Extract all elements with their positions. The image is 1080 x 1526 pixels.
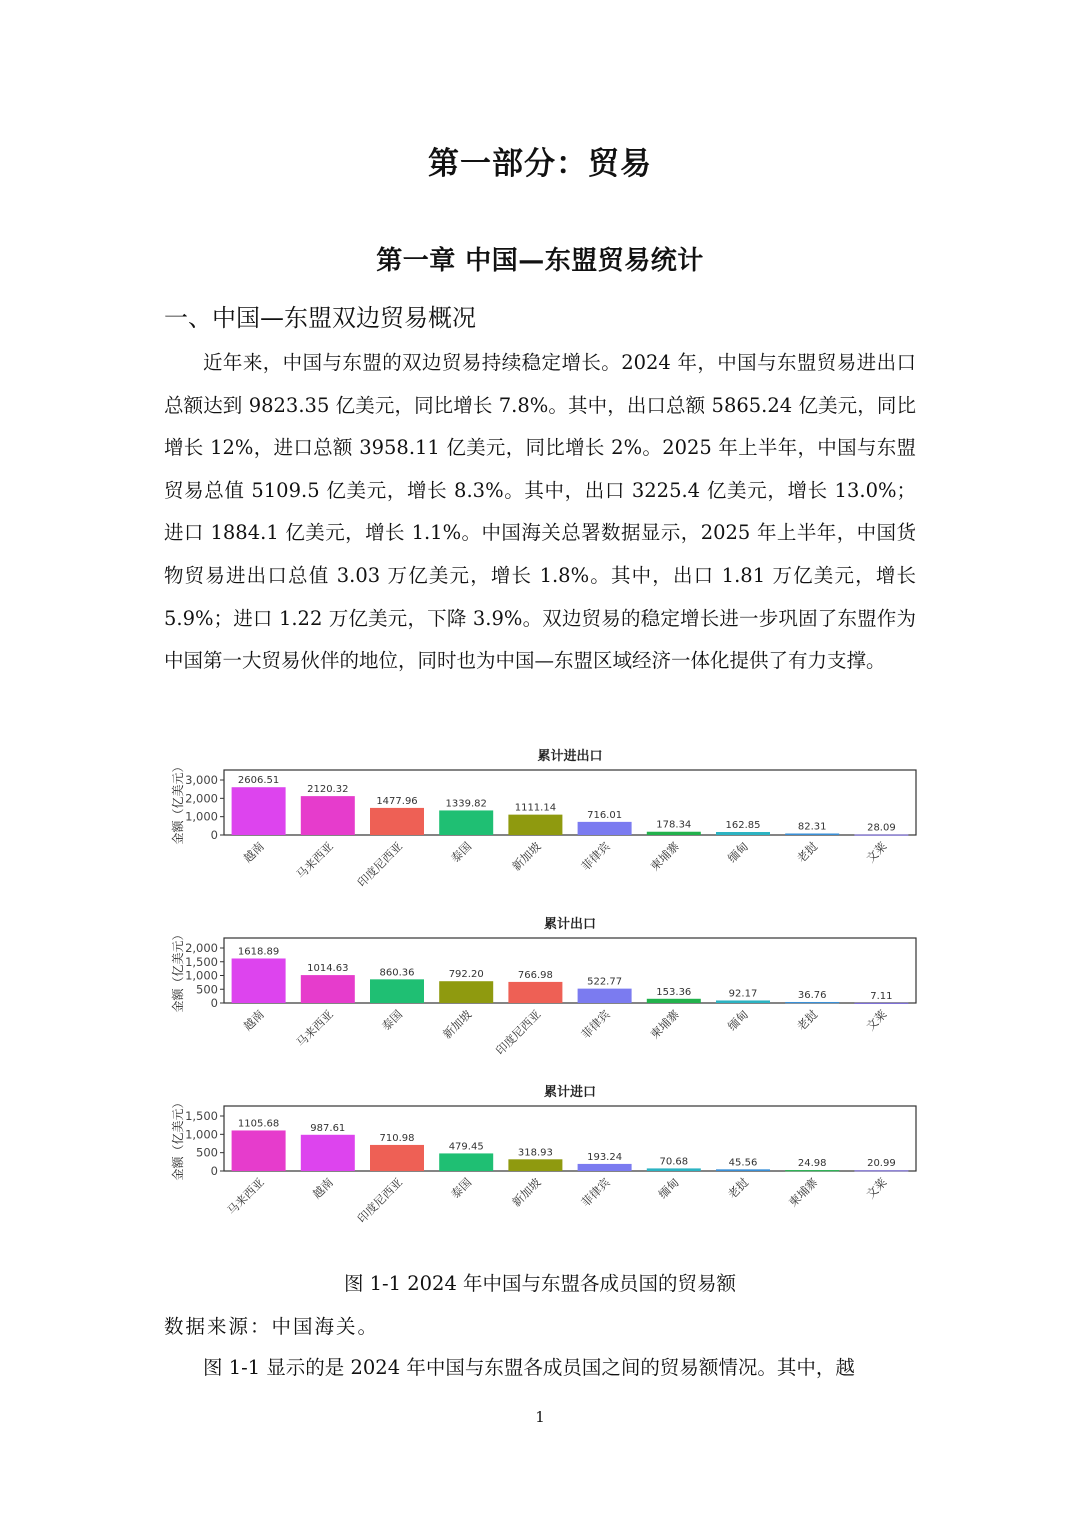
next-paragraph: 图 1-1 显示的是 2024 年中国与东盟各成员国之间的贸易额情况。其中，越 xyxy=(203,1356,855,1379)
bar-越南 xyxy=(232,958,286,1003)
x-tick-label: 文莱 xyxy=(863,839,890,866)
data-label: 2120.32 xyxy=(307,784,349,796)
bar-菲律宾 xyxy=(578,989,632,1003)
data-label: 318.93 xyxy=(517,1147,553,1159)
bar-印度尼西亚 xyxy=(370,1145,424,1171)
source-note: 数据来源：中国海关。 xyxy=(164,1315,380,1338)
x-tick-label: 越南 xyxy=(240,1007,267,1034)
bar-文莱 xyxy=(854,834,908,835)
y-tick-label: 2,000 xyxy=(185,941,218,955)
y-tick-label: 3,000 xyxy=(185,773,218,787)
y-tick-label: 1,000 xyxy=(185,1127,218,1142)
body-paragraph: 近年来，中国与东盟的双边贸易持续稳定增长。2024 年，中国与东盟贸易进出口总额达到 9823.35 亿美元，同比增长 7.8%。其中，出口总额 5865.24 亿美元，同比增长 12%，进口总额 3958.11 亿美元，同比增长 2%。2025 年上半年，中国与东盟贸易总值 5109.5 亿美元，增长 8.3%。其中，出口 3225.4 亿美元，增长 13.0%；进口 1884.1 亿美元，增长 1.1%。中国海关总署数据显示，2025 年上半年，中国货物贸易进出口总值 3.03 万亿美元，增长 1.8%。其中，出口 1.81 万亿美元，增长 5.9%；进口 1.22 万亿美元，下降 3.9%。双边贸易的稳定增长进一步巩固了东盟作为中国第一大贸易伙伴的地位，同时也为中国—东盟区域经济一体化提供了有力支撑。 xyxy=(164,351,916,673)
x-tick-label: 老挝 xyxy=(794,839,821,866)
data-label: 766.98 xyxy=(517,969,553,981)
x-tick-label: 柬埔寨 xyxy=(647,1007,682,1042)
bar-缅甸 xyxy=(647,1168,701,1171)
data-label: 1105.68 xyxy=(237,1118,280,1130)
x-tick-label: 文莱 xyxy=(863,1007,890,1034)
x-tick-label: 印度尼西亚 xyxy=(492,1007,544,1058)
data-label: 28.09 xyxy=(867,822,896,834)
data-label: 178.34 xyxy=(656,819,692,831)
bar-老挝 xyxy=(716,1169,770,1171)
x-tick-label: 老挝 xyxy=(724,1175,752,1202)
bar-越南 xyxy=(301,1135,355,1171)
bar-缅甸 xyxy=(716,832,770,835)
bar-新加坡 xyxy=(508,815,562,835)
data-label: 479.45 xyxy=(448,1141,484,1153)
data-label: 70.68 xyxy=(659,1156,689,1168)
bar-泰国 xyxy=(370,979,424,1003)
x-tick-label: 菲律宾 xyxy=(578,1175,613,1210)
chapter-title: 第一章 中国—东盟贸易统计 xyxy=(376,246,704,276)
x-tick-label: 印度尼西亚 xyxy=(354,839,406,890)
bar-缅甸 xyxy=(716,1000,770,1003)
data-label: 20.99 xyxy=(867,1158,896,1170)
x-tick-label: 新加坡 xyxy=(509,839,544,874)
chart-title: 累计进出口 xyxy=(537,749,603,764)
y-tick-label: 2,000 xyxy=(185,791,218,806)
x-tick-label: 缅甸 xyxy=(655,1175,682,1202)
bar-柬埔寨 xyxy=(647,999,701,1003)
bar-文莱 xyxy=(854,1170,908,1171)
bar-马来西亚 xyxy=(301,975,355,1003)
data-label: 153.36 xyxy=(656,986,692,998)
bar-老挝 xyxy=(785,833,839,835)
bar-马来西亚 xyxy=(301,796,355,835)
x-tick-label: 新加坡 xyxy=(509,1175,544,1210)
y-tick-label: 500 xyxy=(196,1145,218,1160)
x-tick-label: 泰国 xyxy=(448,1175,475,1202)
y-tick-label: 0 xyxy=(210,828,218,842)
data-label: 24.98 xyxy=(797,1158,827,1170)
bar-菲律宾 xyxy=(578,822,632,835)
y-tick-label: 1,500 xyxy=(185,954,218,969)
bar-泰国 xyxy=(439,810,493,835)
data-label: 987.61 xyxy=(310,1122,346,1134)
x-tick-label: 马来西亚 xyxy=(293,1007,336,1050)
x-tick-label: 泰国 xyxy=(448,839,475,866)
data-label: 82.31 xyxy=(797,821,827,833)
bar-印度尼西亚 xyxy=(508,982,562,1003)
part-title: 第一部分：贸易 xyxy=(428,146,652,182)
x-tick-label: 马来西亚 xyxy=(224,1175,267,1218)
chart-title: 累计出口 xyxy=(543,917,597,932)
section-title: 一、中国—东盟双边贸易概况 xyxy=(164,304,476,332)
data-label: 2606.51 xyxy=(237,775,280,787)
bar-泰国 xyxy=(439,1153,493,1171)
bar-马来西亚 xyxy=(232,1130,286,1171)
data-label: 36.76 xyxy=(797,989,827,1001)
x-tick-label: 越南 xyxy=(309,1175,336,1202)
bar-菲律宾 xyxy=(578,1164,632,1171)
data-label: 1477.96 xyxy=(376,795,418,807)
x-tick-label: 文莱 xyxy=(863,1175,890,1202)
data-label: 45.56 xyxy=(728,1157,758,1169)
data-label: 792.20 xyxy=(448,969,484,981)
y-tick-label: 0 xyxy=(210,1164,218,1178)
data-label: 7.11 xyxy=(870,990,893,1002)
figure-caption: 图 1-1 2024 年中国与东盟各成员国的贸易额 xyxy=(343,1272,737,1295)
y-tick-label: 0 xyxy=(210,996,218,1010)
chart-title: 累计进口 xyxy=(543,1085,597,1100)
x-tick-label: 泰国 xyxy=(378,1007,406,1034)
data-label: 92.17 xyxy=(728,988,758,1000)
x-tick-label: 马来西亚 xyxy=(293,839,336,882)
y-tick-label: 1,000 xyxy=(185,968,218,983)
bar-印度尼西亚 xyxy=(370,808,424,835)
bar-老挝 xyxy=(785,1002,839,1003)
x-tick-label: 新加坡 xyxy=(440,1007,475,1042)
data-label: 710.98 xyxy=(379,1132,415,1144)
data-label: 1339.82 xyxy=(445,798,487,810)
data-label: 522.77 xyxy=(587,976,623,988)
data-label: 1111.14 xyxy=(514,802,557,814)
data-label: 716.01 xyxy=(587,809,623,821)
bar-新加坡 xyxy=(439,981,493,1003)
x-tick-label: 柬埔寨 xyxy=(786,1175,821,1210)
x-tick-label: 菲律宾 xyxy=(578,839,613,874)
y-axis-label: 金额（亿美元） xyxy=(171,760,185,845)
y-axis-label: 金额（亿美元） xyxy=(171,928,185,1013)
y-axis-label: 金额（亿美元） xyxy=(171,1096,185,1181)
x-tick-label: 柬埔寨 xyxy=(647,839,682,874)
bar-越南 xyxy=(232,787,286,835)
x-tick-label: 缅甸 xyxy=(724,1007,752,1034)
data-label: 860.36 xyxy=(379,967,415,979)
data-label: 1618.89 xyxy=(237,946,280,958)
y-tick-label: 500 xyxy=(196,982,218,997)
x-tick-label: 印度尼西亚 xyxy=(354,1175,406,1226)
bar-柬埔寨 xyxy=(647,832,701,835)
data-label: 162.85 xyxy=(725,820,761,832)
x-tick-label: 缅甸 xyxy=(724,839,752,866)
x-tick-label: 菲律宾 xyxy=(578,1007,613,1042)
x-tick-label: 老挝 xyxy=(794,1007,821,1034)
bar-柬埔寨 xyxy=(785,1170,839,1171)
data-label: 1014.63 xyxy=(307,963,349,975)
bar-文莱 xyxy=(854,1003,908,1004)
trade-charts-figure xyxy=(160,740,930,1250)
bar-新加坡 xyxy=(508,1159,562,1171)
y-tick-label: 1,000 xyxy=(185,809,218,824)
x-tick-label: 越南 xyxy=(240,839,267,866)
y-tick-label: 1,500 xyxy=(185,1109,218,1123)
data-label: 193.24 xyxy=(587,1151,623,1163)
page-number: 1 xyxy=(535,1408,545,1426)
